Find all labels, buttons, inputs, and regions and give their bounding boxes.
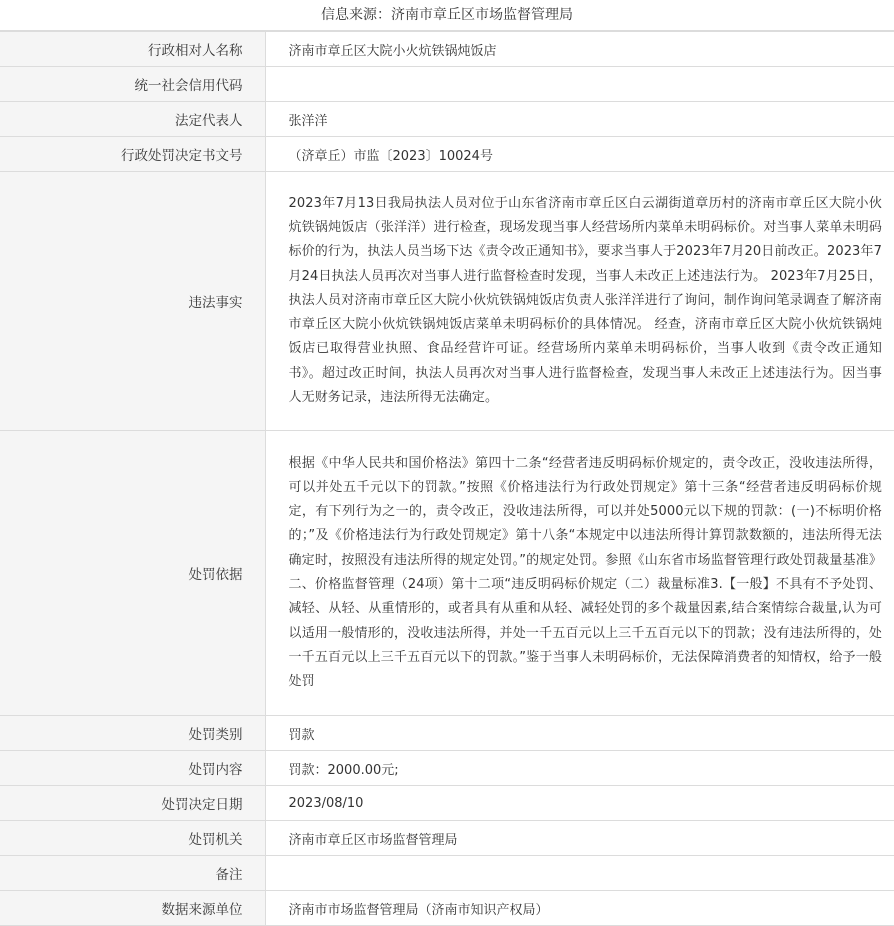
label-remarks: 备注 xyxy=(0,856,265,891)
label-decision-number: 行政处罚决定书文号 xyxy=(0,137,265,172)
value-penalty-content: 罚款：2000.00元; xyxy=(265,751,894,786)
row-violation-facts xyxy=(0,172,894,431)
row-legal-rep xyxy=(0,102,894,137)
row-penalty-basis xyxy=(0,431,894,716)
row-party-name xyxy=(0,32,894,67)
row-penalty-content xyxy=(0,751,894,786)
row-decision-date xyxy=(0,786,894,821)
label-violation-facts: 违法事实 xyxy=(0,172,265,431)
value-penalty-authority: 济南市章丘区市场监督管理局 xyxy=(265,821,894,856)
value-remarks xyxy=(265,856,894,891)
row-penalty-authority xyxy=(0,821,894,856)
row-decision-number xyxy=(0,137,894,172)
label-legal-rep: 法定代表人 xyxy=(0,102,265,137)
row-penalty-category xyxy=(0,716,894,751)
label-penalty-content: 处罚内容 xyxy=(0,751,265,786)
value-penalty-basis: 根据《中华人民共和国价格法》第四十二条“经营者违反明码标价规定的，责令改正，没收违法所得，可以并处五千元以下的罚款。”按照《价格违法行为行政处罚规定》第十三条“经营者违反明码标价规定，有下列行为之一的，责令改正，没收违法所得，可以并处5000元以下规的罚款：(一)不标明价格的；”及《价格违法行为行政处罚规定》第十八条“本规定中以违法所得计算罚款数额的，违法所得无法确定时，按照没有违法所得的规定处罚。”的规定处罚。参照《山东省市场监督管理行政处罚裁量基准》二、价格监督管理（24项）第十二项“违反明码标价规定（二）裁量标准3.【一般】不具有不予处罚、减轻、从轻、从重情形的，或者具有从重和从轻、减轻处罚的多个裁量因素,结合案情综合裁量,认为可以适用一般情形的，没收违法所得，并处一千五百元以上三千五百元以下的罚款；没有违法所得的，处一千五百元以上三千五百元以下的罚款。”鉴于当事人未明码标价，无法保障消费者的知情权，给予一般处罚 xyxy=(265,431,894,716)
label-penalty-basis: 处罚依据 xyxy=(0,431,265,716)
label-data-source: 数据来源单位 xyxy=(0,891,265,926)
info-source: 信息来源：济南市章丘区市场监督管理局 xyxy=(0,0,894,31)
row-credit-code xyxy=(0,67,894,102)
label-decision-date: 处罚决定日期 xyxy=(0,786,265,821)
value-penalty-category: 罚款 xyxy=(265,716,894,751)
label-penalty-category: 处罚类别 xyxy=(0,716,265,751)
label-penalty-authority: 处罚机关 xyxy=(0,821,265,856)
value-decision-date: 2023/08/10 xyxy=(265,786,894,821)
row-data-source xyxy=(0,891,894,926)
row-remarks xyxy=(0,856,894,891)
value-credit-code xyxy=(265,67,894,102)
label-credit-code: 统一社会信用代码 xyxy=(0,67,265,102)
value-legal-rep: 张洋洋 xyxy=(265,102,894,137)
value-party-name: 济南市章丘区大院小火炕铁锅炖饭店 xyxy=(265,32,894,67)
value-data-source: 济南市市场监督管理局（济南市知识产权局） xyxy=(265,891,894,926)
value-decision-number: （济章丘）市监〔2023〕10024号 xyxy=(265,137,894,172)
value-violation-facts: 2023年7月13日我局执法人员对位于山东省济南市章丘区白云湖街道章历村的济南市章丘区大院小伙炕铁锅炖饭店（张洋洋）进行检查，现场发现当事人经营场所内菜单未明码标价。对当事人菜单未明码标价的行为，执法人员当场下达《责令改正通知书》，要求当事人于2023年7月20日前改正。2023年7月24日执法人员再次对当事人进行监督检查时发现，当事人未改正上述违法行为。 2023年7月25日，执法人员对济南市章丘区大院小伙炕铁锅炖饭店负责人张洋洋进行了询问，制作询问笔录调查了解济南市章丘区大院小伙炕铁锅炖饭店菜单未明码标价的具体情况。 经查，济南市章丘区大院小伙炕铁锅炖饭店已取得营业执照、食品经营许可证。经营场所内菜单未明码标价，当事人收到《责令改正通知书》。超过改正时间，执法人员再次对当事人进行监督检查，发现当事人未改正上述违法行为。因当事人无财务记录，违法所得无法确定。 xyxy=(265,172,894,431)
label-party-name: 行政相对人名称 xyxy=(0,32,265,67)
penalty-record-table xyxy=(0,31,894,926)
